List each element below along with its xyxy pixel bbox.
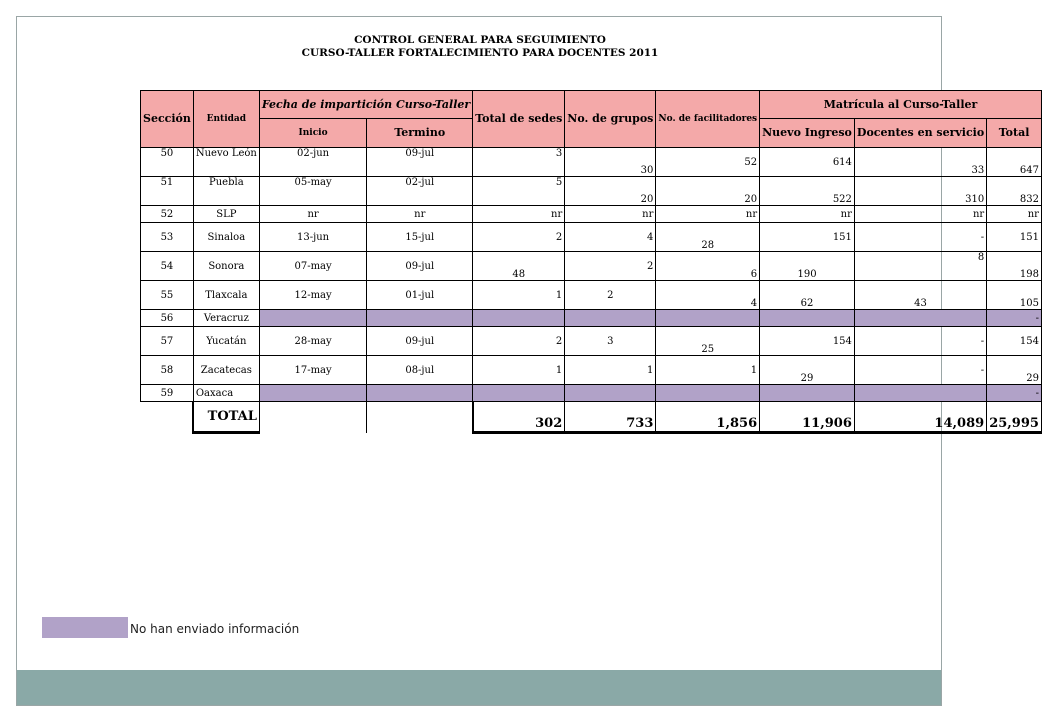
cell-seccion: 57	[141, 327, 194, 356]
cell-total: 198	[987, 252, 1042, 281]
cell-entidad: SLP	[193, 206, 259, 223]
cell-missing	[367, 310, 473, 327]
cell-facilitadores: 1	[656, 356, 760, 385]
cell-facilitadores: 28	[656, 223, 760, 252]
cell-total: 29	[987, 356, 1042, 385]
header-fecha: Fecha de impartición Curso-Taller	[259, 91, 472, 119]
control-table	[140, 90, 1042, 434]
table-row	[141, 385, 1042, 402]
total-grupos: 302	[473, 402, 565, 433]
cell-entidad: Puebla	[193, 177, 259, 206]
header-no-facilitadores: No. de facilitadores	[656, 91, 760, 148]
cell-entidad: Veracruz	[193, 310, 259, 327]
cell-termino: 09-jul	[367, 327, 473, 356]
cell-grupos: 4	[565, 223, 656, 252]
cell-termino: 01-jul	[367, 281, 473, 310]
cell-missing	[259, 385, 366, 402]
cell-nuevo: 614	[760, 148, 855, 177]
cell-entidad: Sinaloa	[193, 223, 259, 252]
cell-missing	[760, 310, 855, 327]
cell-grupos: 20	[565, 177, 656, 206]
legend-text: No han enviado información	[130, 622, 300, 636]
document-subtitle: CURSO-TALLER FORTALECIMIENTO PARA DOCENTES 2011	[301, 47, 659, 59]
cell-sedes: 2	[473, 223, 565, 252]
header-matricula: Matrícula al Curso-Taller	[760, 91, 1042, 119]
total-nuevo: 1,856	[656, 402, 760, 433]
table-row	[141, 206, 1042, 223]
table-row	[141, 223, 1042, 252]
cell-termino: 15-jul	[367, 223, 473, 252]
cell-entidad: Sonora	[193, 252, 259, 281]
header-docentes-servicio: Docentes en servicio	[854, 119, 986, 148]
cell-sedes: 3	[473, 148, 565, 177]
cell-inicio: 02-jun	[259, 148, 366, 177]
cell-termino: 09-jul	[367, 148, 473, 177]
cell-missing	[473, 310, 565, 327]
cell-nuevo: 190	[760, 252, 855, 281]
cell-missing	[760, 385, 855, 402]
cell-docentes: -	[854, 223, 986, 252]
legend-swatch	[42, 617, 128, 638]
cell-termino: 09-jul	[367, 252, 473, 281]
header-inicio: Inicio	[259, 119, 366, 148]
cell-total: 154	[987, 327, 1042, 356]
cell-seccion: 58	[141, 356, 194, 385]
cell-termino: nr	[367, 206, 473, 223]
cell-grupos: 2	[565, 252, 656, 281]
cell-seccion: 56	[141, 310, 194, 327]
cell-entidad: Tlaxcala	[193, 281, 259, 310]
cell-missing	[656, 385, 760, 402]
cell-sedes: 1	[473, 356, 565, 385]
document-title: CONTROL GENERAL PARA SEGUIMIENTO	[354, 34, 606, 46]
cell-nuevo: 29	[760, 356, 855, 385]
cell-seccion: 50	[141, 148, 194, 177]
cell-facilitadores: 20	[656, 177, 760, 206]
cell-facilitadores: 4	[656, 281, 760, 310]
table-row	[141, 310, 1042, 327]
cell-seccion: 53	[141, 223, 194, 252]
header-total: Total	[987, 119, 1042, 148]
header-entidad: Entidad	[193, 91, 259, 148]
cell-total: 105	[987, 281, 1042, 310]
cell-nuevo: 151	[760, 223, 855, 252]
cell-facilitadores: 6	[656, 252, 760, 281]
cell-inicio: 05-may	[259, 177, 366, 206]
cell-grupos: 3	[565, 327, 656, 356]
cell-inicio: nr	[259, 206, 366, 223]
table-row	[141, 148, 1042, 177]
cell-sedes: 2	[473, 327, 565, 356]
table-row	[141, 177, 1042, 206]
cell-docentes: nr	[854, 206, 986, 223]
cell-docentes: -	[854, 356, 986, 385]
cell-total: 647	[987, 148, 1042, 177]
cell-seccion: 51	[141, 177, 194, 206]
cell-termino: 02-jul	[367, 177, 473, 206]
cell-grupos: 1	[565, 356, 656, 385]
cell-entidad: Zacatecas	[193, 356, 259, 385]
header-termino: Termino	[367, 119, 473, 148]
table-row	[141, 327, 1042, 356]
cell-entidad: Oaxaca	[193, 385, 259, 402]
cell-inicio: 07-may	[259, 252, 366, 281]
cell-missing	[565, 385, 656, 402]
total-docentes: 11,906	[760, 402, 855, 433]
cell-docentes: 43	[854, 281, 986, 310]
header-no-grupos: No. de grupos	[565, 91, 656, 148]
cell-missing	[367, 385, 473, 402]
cell-facilitadores: 25	[656, 327, 760, 356]
total-extra: 25,995	[987, 402, 1042, 433]
cell-missing	[473, 385, 565, 402]
cell-grupos: 30	[565, 148, 656, 177]
cell-docentes: 33	[854, 148, 986, 177]
cell-seccion: 59	[141, 385, 194, 402]
cell-missing	[259, 310, 366, 327]
cell-inicio: 17-may	[259, 356, 366, 385]
cell-inicio: 28-may	[259, 327, 366, 356]
cell-seccion: 52	[141, 206, 194, 223]
cell-total: 151	[987, 223, 1042, 252]
table-row	[141, 356, 1042, 385]
cell-missing	[854, 310, 986, 327]
cell-sedes: 5	[473, 177, 565, 206]
totals-row	[141, 402, 1042, 433]
header-seccion: Sección	[141, 91, 194, 148]
cell-sedes: nr	[473, 206, 565, 223]
cell-nuevo: 62	[760, 281, 855, 310]
cell-total: -	[987, 310, 1042, 327]
cell-entidad: Yucatán	[193, 327, 259, 356]
cell-total: 832	[987, 177, 1042, 206]
cell-seccion: 55	[141, 281, 194, 310]
cell-docentes: 8	[854, 252, 986, 281]
cell-nuevo: nr	[760, 206, 855, 223]
cell-sedes: 48	[473, 252, 565, 281]
table-row	[141, 252, 1042, 281]
cell-entidad: Nuevo León	[193, 148, 259, 177]
cell-grupos: nr	[565, 206, 656, 223]
cell-missing	[854, 385, 986, 402]
cell-total: -	[987, 385, 1042, 402]
cell-docentes: 310	[854, 177, 986, 206]
cell-missing	[656, 310, 760, 327]
cell-missing	[565, 310, 656, 327]
cell-sedes: 1	[473, 281, 565, 310]
cell-facilitadores: 52	[656, 148, 760, 177]
total-matricula: 14,089	[854, 402, 986, 433]
cell-termino: 08-jul	[367, 356, 473, 385]
cell-nuevo: 522	[760, 177, 855, 206]
total-label: TOTAL	[193, 402, 259, 433]
cell-docentes: -	[854, 327, 986, 356]
cell-inicio: 13-jun	[259, 223, 366, 252]
footer-bar	[17, 670, 941, 705]
total-facilitadores: 733	[565, 402, 656, 433]
table-row	[141, 281, 1042, 310]
cell-inicio: 12-may	[259, 281, 366, 310]
cell-facilitadores: nr	[656, 206, 760, 223]
header-total-sedes: Total de sedes	[473, 91, 565, 148]
cell-grupos: 2	[565, 281, 656, 310]
cell-total: nr	[987, 206, 1042, 223]
cell-seccion: 54	[141, 252, 194, 281]
cell-nuevo: 154	[760, 327, 855, 356]
header-nuevo-ingreso: Nuevo Ingreso	[760, 119, 855, 148]
